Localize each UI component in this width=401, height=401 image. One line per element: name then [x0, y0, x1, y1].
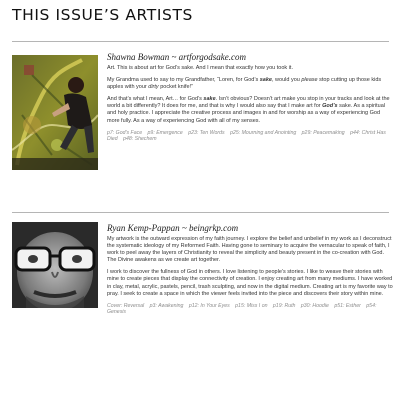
bio-text-run: sake. As a spiritual and holy practice. I appreciate the creative process and images in and for worship as a way of experiencing God more fully. As a way of experiencing God with all of my senses. [107, 103, 386, 124]
artwork-page-ref: p51: Esther [334, 302, 361, 309]
artwork-page-ref: p30: Hoodie [300, 302, 329, 309]
section-divider [12, 41, 389, 42]
bio-text-run: Art. This is about art for God’s sake. And I mean that exactly how you took it. [107, 65, 293, 71]
bio-paragraph [107, 269, 393, 297]
artwork-page-list [107, 303, 393, 316]
artist-byline [107, 223, 393, 233]
artwork-page-ref: Cover: Reversal [107, 302, 145, 309]
artwork-page-ref: p29: Peacemaking [301, 129, 345, 136]
bio-text-run: God’s [322, 103, 338, 110]
artwork-page-ref: p7: God’s Face [107, 129, 143, 136]
artist-paragraphs [107, 236, 393, 298]
bio-text-run: And that’s what I mean, Art… for God’s [107, 96, 204, 103]
artwork-page-ref: p23: Ten Words [188, 129, 225, 136]
bio-text-run: sake [259, 77, 272, 84]
artist-byline [107, 52, 393, 62]
artwork-page-ref: p44: Christ Has Died [107, 129, 386, 143]
artwork-page-ref: p54: Genesis [107, 302, 377, 316]
artwork-page-list [107, 130, 393, 143]
artist-painting-on-floor-photo [12, 55, 98, 170]
section-divider [12, 212, 389, 213]
bio-paragraph [107, 77, 393, 91]
bio-text-run: . Isn’t obvious? Doesn’t art make you stop in your tracks and look at the world a bit differently? It does for me, and that is why I would also say that I make art for [107, 96, 390, 110]
artist-paragraphs [107, 65, 393, 125]
bio-paragraph [107, 236, 393, 264]
artist-section-shawna-bowman [0, 50, 401, 220]
page-title: THIS ISSUE’S ARTISTS [12, 6, 193, 24]
artwork-page-ref: p9: Emergence [147, 129, 183, 136]
artwork-page-ref: p48: Shechem [123, 136, 157, 143]
artwork-page-ref: p25: Mourning and Anointing [230, 129, 297, 136]
bio-text-run: My artwork is the outward expression of my faith journey. I explore the belief and unbelief in my work as I deconstruct the systematic ideology of my Reformed Faith. Having gone to seminary to acquire the vernacular to speak of faith, I work to peel away the layers of Christianity to reveal the simplicity and beauty present in the co-creation with God. The Divine awakens as we create art together. [107, 236, 392, 264]
artwork-page-ref: p3: Awakening [149, 302, 184, 309]
artist-bio [107, 52, 393, 143]
artist-byline-text: Ryan Kemp-Pappan ~ beingrkp.com [107, 223, 239, 233]
bio-paragraph [107, 65, 393, 72]
bio-text-run: please [301, 77, 318, 84]
artwork-page-ref: p15: Miss I on [235, 302, 268, 309]
artwork-page-ref: p19: Ruth [272, 302, 296, 309]
bio-text-run: stop cutting up those kids apples with your [107, 77, 382, 91]
artwork-page-ref: p12: In Your Eyes [188, 302, 230, 309]
bio-text-run: sake [203, 96, 216, 103]
artist-byline-text: Shawna Bowman ~ artforgodsake.com [107, 52, 247, 62]
artist-bio [107, 223, 393, 316]
bio-text-run: , would you [272, 77, 302, 84]
artist-section-ryan-kemp-pappan [0, 222, 401, 392]
bio-paragraph [107, 96, 393, 124]
bio-text-run: My Grandma used to say to my Grandfather, “Loren, for God’s [107, 77, 260, 84]
artist-portrait-glasses-photo [12, 222, 98, 308]
bio-text-run: pocket knife!” [158, 84, 193, 91]
bio-text-run: dirty [148, 84, 159, 91]
bio-text-run: I work to discover the fullness of God in others. I love listening to people’s stories. I like to weave their stories with mine to create pieces that display the connectivity of creation. I enjoy creating art from many mediums. I have worked in clay, metal, acrylic, pastels, pencil, trash sculpting, and now in the digital medium. Creating art is my favorite way to pray. I seek to create a space in which the viewer feels invited into the piece and discovers their story within mine. [107, 269, 393, 297]
